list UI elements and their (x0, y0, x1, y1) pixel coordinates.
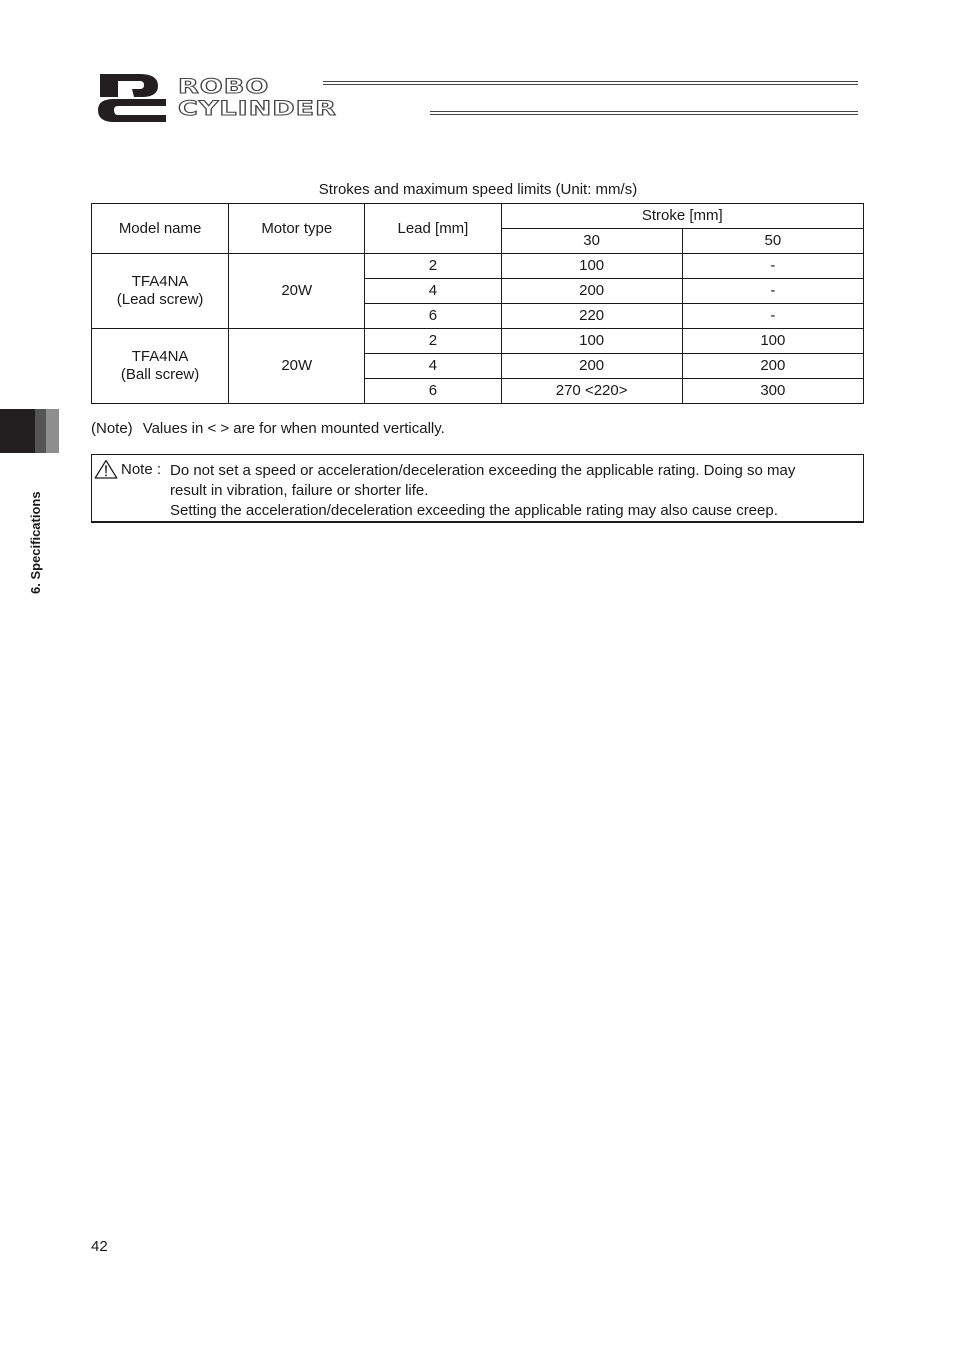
chapter-tab-dark (0, 409, 35, 453)
table-caption: Strokes and maximum speed limits (Unit: mm/s) (318, 181, 638, 198)
stroke30-cell: 270 <220> (501, 379, 682, 404)
lead-cell: 6 (365, 379, 501, 404)
lead-cell: 6 (365, 304, 501, 329)
model-cell (92, 254, 229, 329)
model-name: TFA4NA (131, 348, 189, 365)
model-subtype: (Ball screw) (120, 366, 200, 383)
stroke30-cell: 100 (501, 254, 682, 279)
stroke50-cell: - (682, 254, 863, 279)
table-row (92, 254, 864, 279)
table-note-text: Values in < > are for when mounted vertically. (142, 420, 445, 437)
lead-cell: 4 (365, 279, 501, 304)
table-note-prefix: (Note) (91, 420, 133, 437)
header-motor-type: Motor type (229, 204, 365, 254)
motor-cell: 20W (229, 329, 365, 404)
stroke30-cell: 220 (501, 304, 682, 329)
header-stroke-50: 50 (682, 229, 863, 254)
lead-cell: 4 (365, 354, 501, 379)
table-note (91, 420, 445, 437)
chapter-tab-mid (35, 409, 46, 453)
header-model-name: Model name (92, 204, 229, 254)
header-stroke: Stroke [mm] (501, 204, 863, 229)
caution-text (170, 461, 858, 521)
caution-box (91, 454, 864, 522)
caution-line-1: Do not set a speed or acceleration/deceleration exceeding the applicable rating. Doing so may (170, 462, 796, 479)
stroke50-cell: 100 (682, 329, 863, 354)
caution-line-3: Setting the acceleration/deceleration exceeding the applicable rating may also cause creep. (170, 502, 778, 519)
stroke30-cell: 100 (501, 329, 682, 354)
stroke30-cell: 200 (501, 279, 682, 304)
lead-cell: 2 (365, 329, 501, 354)
header-rule-bottom (430, 111, 858, 115)
header-rule-top (323, 81, 858, 85)
motor-cell: 20W (229, 254, 365, 329)
model-cell (92, 329, 229, 404)
stroke50-cell: 200 (682, 354, 863, 379)
lead-cell: 2 (365, 254, 501, 279)
model-name: TFA4NA (131, 273, 189, 290)
chapter-side-label: 6. Specifications (28, 491, 43, 594)
stroke50-cell: 300 (682, 379, 863, 404)
logo-text-cylinder: CYLINDER (178, 97, 337, 120)
caution-line-2: result in vibration, failure or shorter life. (170, 482, 429, 499)
stroke50-cell: - (682, 279, 863, 304)
header-stroke-30: 30 (501, 229, 682, 254)
page-number: 42 (91, 1238, 108, 1255)
table-row (92, 329, 864, 354)
stroke-speed-table (91, 203, 864, 404)
stroke30-cell: 200 (501, 354, 682, 379)
warning-triangle-icon (94, 459, 118, 479)
chapter-tab-light (46, 409, 59, 453)
logo-text-robo: ROBO (178, 75, 270, 98)
rc-logo-mark-icon (96, 72, 166, 126)
caution-label: Note : (121, 461, 162, 478)
table-header-row (92, 204, 864, 229)
stroke50-cell: - (682, 304, 863, 329)
model-subtype: (Lead screw) (116, 291, 204, 308)
header-lead: Lead [mm] (365, 204, 501, 254)
